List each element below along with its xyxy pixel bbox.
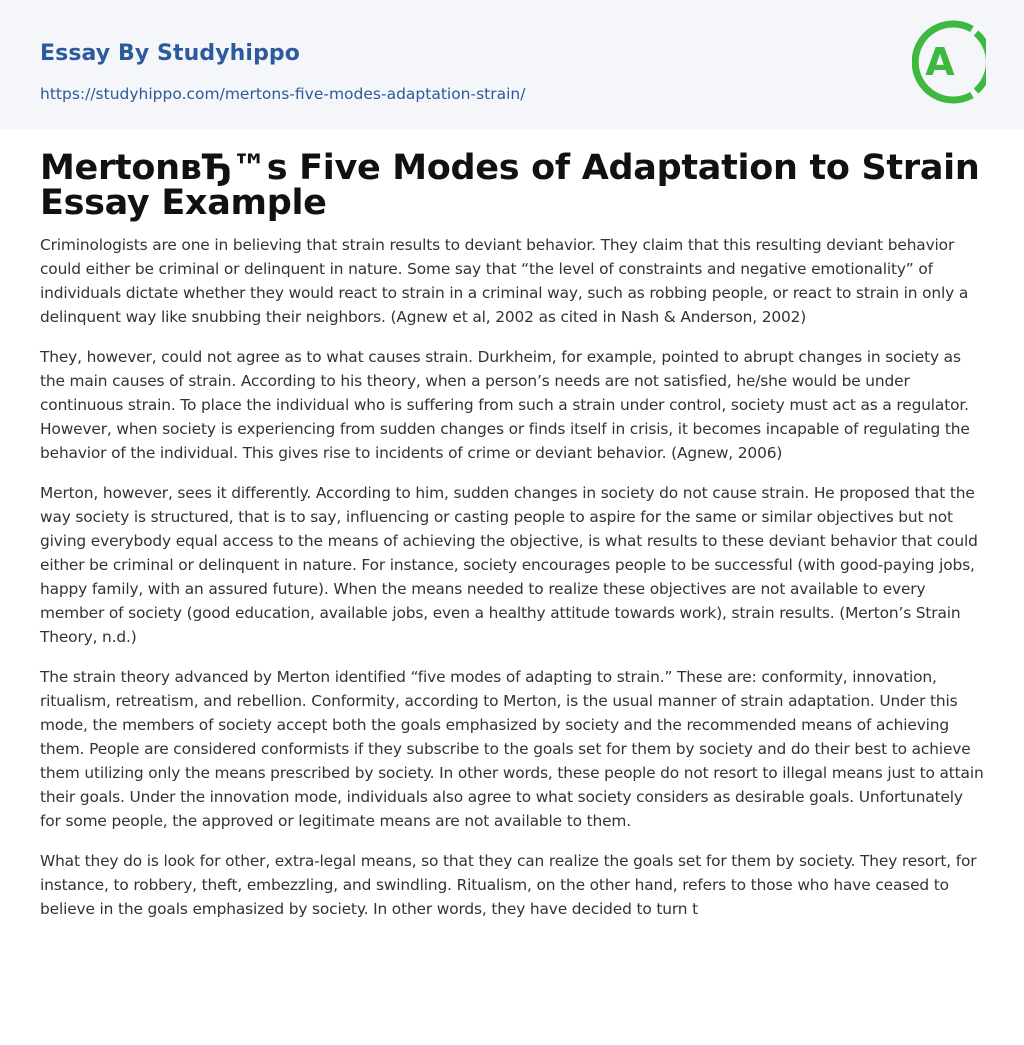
site-title[interactable]: Essay By Studyhippo (40, 41, 300, 66)
article-url-link[interactable]: https://studyhippo.com/mertons-five-modes-adaptation-strain/ (40, 85, 526, 103)
paragraph-5: What they do is look for other, extra-legal means, so that they can realize the goals set for them by society. They resort, for instance, to robbery, theft, embezzling, and swindling. Ritualism, on the other hand, refers to those who have ceased to believe in the goals emphasized by society. In other words, they have decided to turn t (40, 852, 977, 918)
studyhippo-logo-icon[interactable] (912, 19, 986, 105)
paragraph-4: The strain theory advanced by Merton identified “five modes of adapting to strain.” These are: conformity, innovation, ritualism, retreatism, and rebellion. Conformity, according to Merton, is the usual manner of strain adaptation. Under this mode, the members of society accept both the goals emphasized by society and the recommended means of achieving them. People are considered conformists if they subscribe to the goals set for them by society and do their best to achieve them utilizing only the means prescribed by society. In other words, these people do not resort to illegal means just to attain their goals. Under the innovation mode, individuals also agree to what society considers as desirable goals. Unfortunately for some people, the approved or legitimate means are not available to them. (40, 668, 984, 830)
paragraph-3: Merton, however, sees it differently. According to him, sudden changes in society do not cause strain. He proposed that the way society is structured, that is to say, influencing or casting people to aspire for the same or similar objectives but not giving everybody equal access to the means of achieving the objective, is what results to these deviant behavior that could either be criminal or delinquent in nature. For instance, society encourages people to be successful (with good-paying jobs, happy family, with an assured future). When the means needed to realize these objectives are not available to every member of society (good education, available jobs, even a healthy attitude towards work), strain results. (Merton’s Strain Theory, n.d.) (40, 484, 978, 646)
article (0, 129, 1024, 921)
logo-letter: A (925, 40, 955, 84)
page-title: MertonвЂ™s Five Modes of Adaptation to Strain Essay Example (40, 148, 980, 223)
paragraph-1: Criminologists are one in believing that strain results to deviant behavior. They claim that this resulting deviant behavior could either be criminal or delinquent in nature. Some say that “the level of constraints and negative emotionality” of individuals dictate whether they would react to strain in a criminal way, such as robbing people, or react to strain in only a delinquent way like snubbing their neighbors. (Agnew et al, 2002 as cited in Nash & Anderson, 2002) (40, 236, 969, 326)
paragraph-2: They, however, could not agree as to what causes strain. Durkheim, for example, pointed to abrupt changes in society as the main causes of strain. According to his theory, when a person’s needs are not satisfied, he/she would be under continuous strain. To place the individual who is suffering from such a strain under control, society must act as a regulator. However, when society is experiencing from sudden changes or finds itself in crisis, it becomes incapable of regulating the behavior of the individual. This gives rise to incidents of crime or deviant behavior. (Agnew, 2006) (40, 348, 970, 462)
logo-ring-right (976, 33, 986, 91)
site-header (0, 0, 1024, 129)
